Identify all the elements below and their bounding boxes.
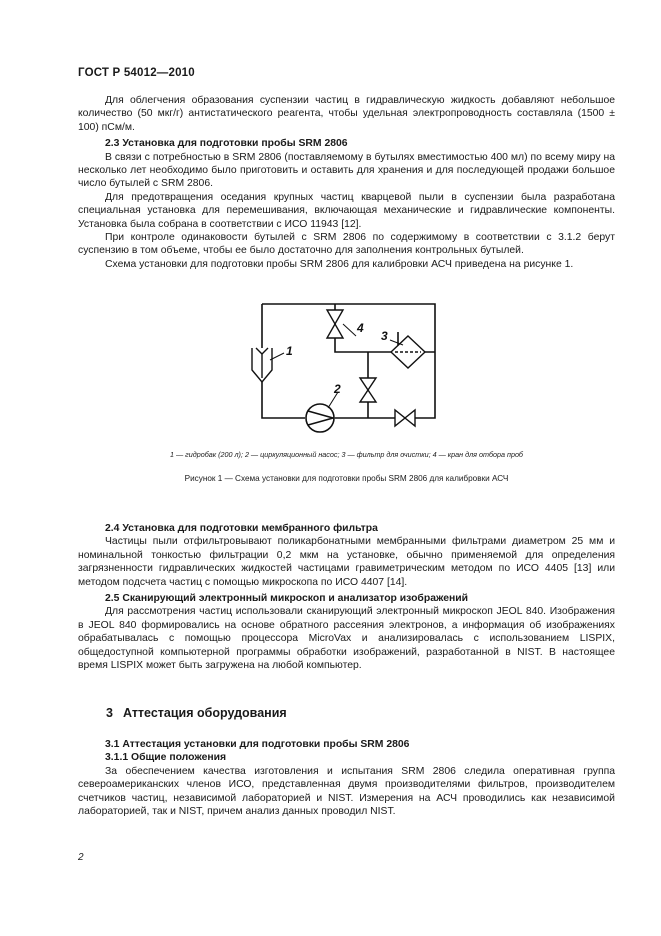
label-1: 1: [286, 344, 293, 358]
pump-icon: [306, 404, 334, 432]
section-3-number: 3: [106, 706, 113, 720]
paragraph-intro: Для облегчения образования суспензии частиц в гидравлическую жидкость добавляют небольшое количество (50 мкг/г) антистатического реагента, чтобы удельная электропроводность составляла (1500 ± 100) пСм/м.: [78, 95, 615, 133]
text-block-top: [78, 94, 615, 271]
paragraph-2-3-3: При контроле одинаковости бутылей с SRM 2806 по содержимому в соответствии с 3.1.2 берут суспензию в том объеме, чтобы ее было достаточно для заполнения контрольных бутылей.: [78, 232, 615, 257]
bypass-valve-icon: [360, 378, 376, 402]
paragraph-2-5: Для рассмотрения частиц использовали сканирующий электронный микроскоп JEOL 840. Изображения в JEOL 840 формировались на основе обратного рассеяния электронов, а информация об изображениях обрабатывалась с помощью процессора MicroVax и анализировалась с использованием LISPIX, общедоступной компьютерной программы обработки изображений, разработанной в NIST. В настоящее время LISPIX может быть загружена на любой компьютер.: [78, 606, 615, 672]
drain-valve-icon: [395, 410, 415, 426]
label-4: 4: [357, 321, 364, 335]
tank-icon: [252, 348, 272, 382]
leader-4: [343, 324, 356, 336]
text-block-bottom: [78, 738, 615, 818]
figure-legend: 1 — гидробак (200 л); 2 — циркуляционный насос; 3 — фильтр для очистки; 4 — кран для отбора проб: [170, 450, 523, 459]
heading-3-1-1: 3.1.1 Общие положения: [105, 752, 227, 764]
figure-caption: Рисунок 1 — Схема установки для подготовки пробы SRM 2806 для калибровки АСЧ: [184, 474, 509, 483]
heading-2-5: 2.5 Сканирующий электронный микроскоп и анализатор изображений: [105, 593, 469, 605]
label-2: 2: [334, 382, 341, 396]
paragraph-3-1-1: За обеспечением качества изготовления и испытания SRM 2806 следила оперативная группа североамериканских членов ИСО, представленная двумя производителями фильтров, производителем счетчиков частиц, независимой лабораторией и NIST. Измерения на АСЧ проводились как независимой лабораторией, так и NIST, причем анализ данных проводил NIST.: [78, 765, 615, 818]
setup-schematic: [250, 300, 450, 440]
heading-2-3: 2.3 Установка для подготовки пробы SRM 2806: [105, 138, 348, 150]
paragraph-2-3-2: Для предотвращения оседания крупных частиц кварцевой пыли в суспензии была разработана специальная установка для перемешивания, включающая механические и гидравлические компоненты. Установка была собрана в соответствии с ИСО 11943 [12].: [78, 191, 615, 230]
heading-3-1: 3.1 Аттестация установки для подготовки пробы SRM 2806: [105, 739, 410, 750]
text-block-middle: [78, 522, 615, 672]
paragraph-2-3-1: В связи с потребностью в SRM 2806 (поставляемому в бутылях вместимостью 400 мл) по всему миру на несколько лет необходимо было приготовить и оставить для хранения и для последующей продажи большое число бутылей с SRM 2806.: [78, 151, 615, 190]
paragraph-2-3-4: Схема установки для подготовки пробы SRM 2806 для калибровки АСЧ приведена на рисунке 1.: [105, 258, 574, 270]
filter-icon: [391, 336, 425, 368]
paragraph-2-4: Частицы пыли отфильтровывают поликарбонатными мембранными фильтрами диаметром 25 мм и номинальной тонкостью фильтрации 0,2 мкм на установке, обычно применяемой для определения загрязненности гидравлических жидкостей частицами гравиметрическим методом по ИСО 4405 [13] или методом подсчета частиц с помощью микроскопа по ИСО 4407 [14].: [78, 536, 615, 588]
pipe-left-bottom: [262, 382, 305, 418]
section-3-text: Аттестация оборудования: [122, 706, 287, 720]
page-number: 2: [78, 852, 84, 863]
sample-valve-icon: [327, 310, 343, 338]
section-3-title: [106, 706, 287, 720]
heading-2-4: 2.4 Установка для подготовки мембранного фильтра: [105, 523, 378, 534]
label-3: 3: [381, 329, 388, 343]
document-header: ГОСТ Р 54012—2010: [78, 67, 195, 79]
